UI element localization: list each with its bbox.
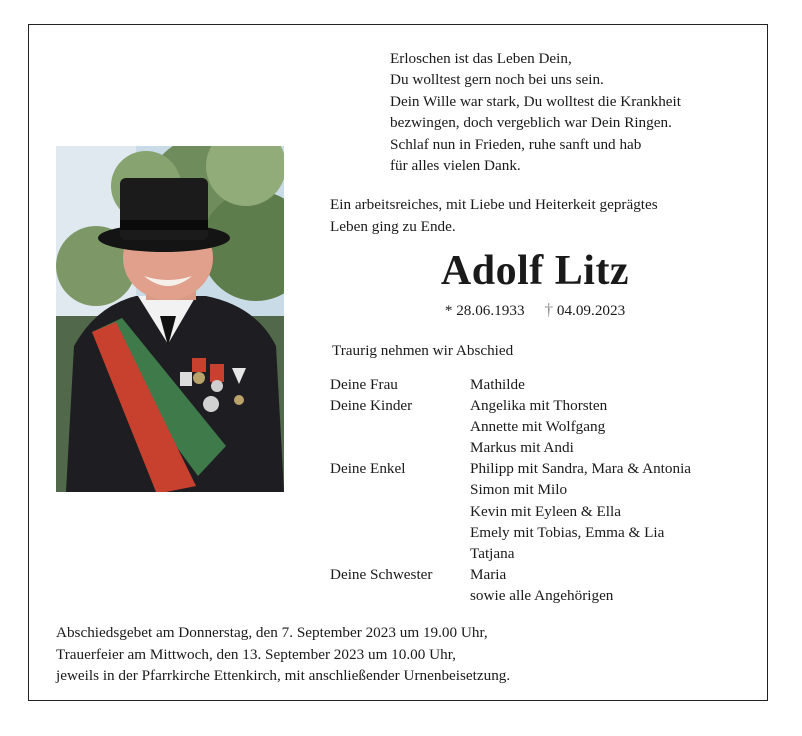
relative-name: Mathilde bbox=[470, 376, 525, 393]
relative-name: Emely mit Tobias, Emma & Lia bbox=[470, 523, 665, 541]
poem-line: für alles vielen Dank. bbox=[390, 157, 521, 175]
service-line: Trauerfeier am Mittwoch, den 13. September 2023 um 10.00 Uhr, bbox=[56, 645, 456, 663]
service-line: jeweils in der Pfarrkirche Ettenkirch, mit anschließender Urnenbeisetzung. bbox=[56, 667, 511, 684]
family-row bbox=[330, 395, 691, 416]
death-date: 04.09.2023 bbox=[556, 302, 626, 319]
farewell-line: Traurig nehmen wir Abschied bbox=[332, 342, 514, 359]
cross-icon: † bbox=[544, 300, 554, 319]
intro-line: Ein arbeitsreiches, mit Liebe und Heiterkeit geprägtes bbox=[330, 196, 658, 213]
family-row bbox=[330, 437, 691, 458]
family-row bbox=[330, 585, 691, 606]
deceased-name: Adolf Litz bbox=[440, 248, 630, 294]
relative-name: Markus mit Andi bbox=[470, 439, 574, 457]
birth-date: * 28.06.1933 bbox=[444, 302, 525, 319]
family-row bbox=[330, 543, 691, 564]
relative-name: Kevin mit Eyleen & Ella bbox=[470, 502, 621, 520]
relative-name: Simon mit Milo bbox=[470, 481, 568, 499]
service-line: Abschiedsgebet am Donnerstag, den 7. September 2023 um 19.00 Uhr, bbox=[56, 624, 488, 641]
relation-label: Deine Kinder bbox=[330, 397, 413, 415]
family-row bbox=[330, 479, 691, 500]
intro-line: Leben ging zu Ende. bbox=[330, 217, 456, 235]
poem-line: bezwingen, doch vergeblich war Dein Ringen. bbox=[390, 114, 672, 132]
relative-name: Annette mit Wolfgang bbox=[470, 418, 606, 436]
relative-name: Tatjana bbox=[470, 544, 515, 562]
poem-line: Du wolltest gern noch bei uns sein. bbox=[390, 71, 604, 89]
family-row bbox=[330, 564, 691, 585]
family-row bbox=[330, 501, 691, 522]
family-row bbox=[330, 374, 691, 395]
service-details bbox=[56, 622, 510, 687]
relative-name: Philipp mit Sandra, Mara & Antonia bbox=[470, 460, 692, 478]
poem-line: Dein Wille war stark, Du wolltest die Krankheit bbox=[390, 92, 681, 110]
relation-label: Deine Enkel bbox=[330, 460, 406, 478]
relative-name: Maria bbox=[470, 565, 507, 583]
family-row bbox=[330, 416, 691, 437]
intro-text bbox=[330, 194, 658, 237]
family-row bbox=[330, 522, 691, 543]
family-row bbox=[330, 458, 691, 479]
poem-line: Schlaf nun in Frieden, ruhe sanft und hab bbox=[390, 135, 642, 153]
relation-label: Deine Schwester bbox=[330, 565, 433, 583]
relative-name: sowie alle Angehörigen bbox=[470, 586, 614, 604]
relative-name: Angelika mit Thorsten bbox=[470, 397, 608, 415]
poem-line: Erloschen ist das Leben Dein, bbox=[390, 50, 572, 67]
family-list bbox=[330, 374, 691, 606]
portrait-photo bbox=[56, 146, 284, 492]
poem bbox=[390, 48, 681, 176]
relation-label: Deine Frau bbox=[330, 376, 398, 393]
life-dates bbox=[330, 300, 740, 321]
